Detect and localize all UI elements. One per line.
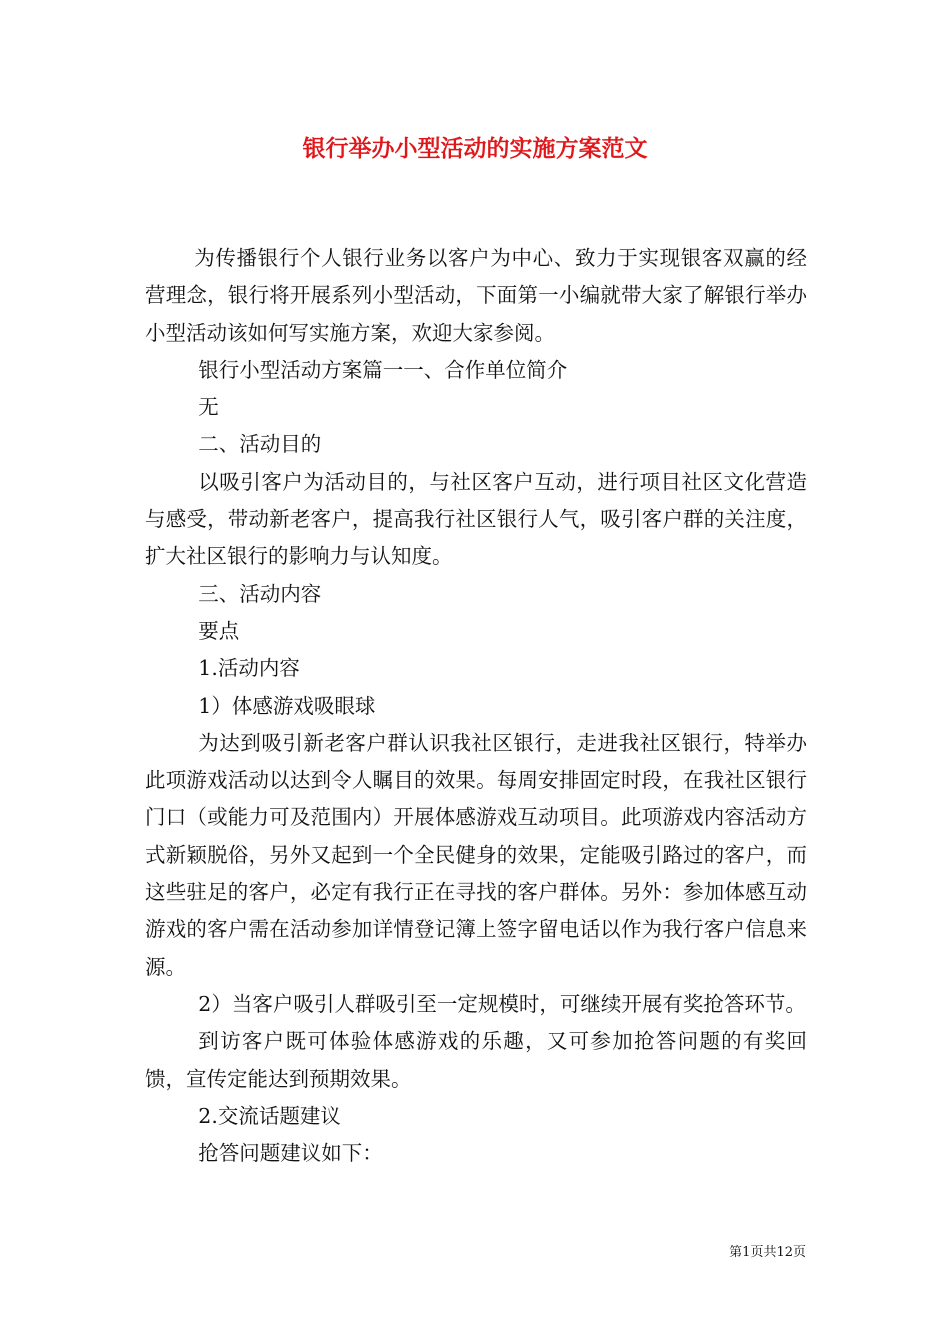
subheading-motion-game: 1）体感游戏吸眼球 [198, 693, 376, 718]
subheading-activity-content: 1.活动内容 [198, 656, 300, 681]
motion-game-paragraph: 为达到吸引新老客户群认识我社区银行，走进我社区银行，特举办此项游戏活动以达到令人瞩目的效果。每周安排固定时段，在我社区银行门口（或能力可及范围内）开展体感游戏互动项目。此项游戏内容活动方式新颖脱俗，另外又起到一个全民健身的效果，定能吸引路过的客户，而这些驻足的客户，必定有我行正在寻找的客户群体。另外：参加体感互动游戏的客户需在活动参加详情登记簿上签字留电话以作为我行客户信息来源。 [145, 730, 807, 979]
quiz-suggestions-paragraph: 抢答问题建议如下： [198, 1141, 383, 1166]
page-number: 第1页共12页 [729, 1245, 806, 1260]
subheading-topics: 2.交流话题建议 [198, 1103, 341, 1128]
document-body [145, 240, 807, 1172]
visitor-paragraph: 到访客户既可体验体感游戏的乐趣，又可参加抢答问题的有奖回馈，宣传定能达到预期效果。 [145, 1029, 807, 1091]
section-heading-content: 三、活动内容 [198, 581, 322, 606]
intro-paragraph: 为传播银行个人银行业务以客户为中心、致力于实现银客双赢的经营理念，银行将开展系列小型活动，下面第一小编就带大家了解银行举办小型活动该如何写实施方案，欢迎大家参阅。 [145, 246, 807, 345]
document-title: 银行举办小型活动的实施方案范文 [302, 135, 648, 162]
section-heading-cooperation: 银行小型活动方案篇一一、合作单位简介 [198, 357, 568, 382]
paragraph-none: 无 [198, 395, 219, 420]
purpose-paragraph: 以吸引客户为活动目的，与社区客户互动，进行项目社区文化营造与感受，带动新老客户，提高我行社区银行人气，吸引客户群的关注度，扩大社区银行的影响力与认知度。 [145, 469, 807, 569]
subheading-key-points: 要点 [198, 618, 240, 643]
quiz-paragraph: 2）当客户吸引人群吸引至一定规模时，可继续开展有奖抢答环节。 [198, 991, 806, 1016]
section-heading-purpose: 二、活动目的 [198, 432, 322, 457]
